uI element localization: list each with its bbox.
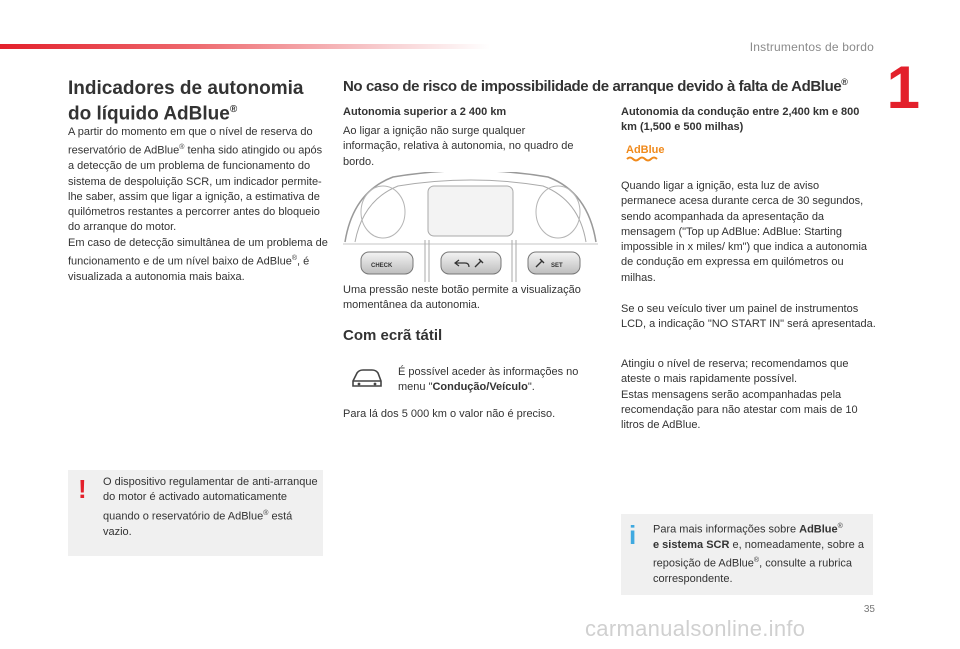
instrument-cluster-illustration	[343, 172, 598, 284]
warning-icon: !	[78, 474, 87, 504]
autonomy-over-2400-subtitle: Autonomia superior a 2 400 km	[343, 106, 507, 118]
lcd-panel-text: Se o seu veículo tiver um painel de instrumentos LCD, a indicação "NO START IN" será apresentada.	[621, 303, 876, 331]
watermark: carmanualsonline.info	[585, 616, 806, 641]
header-accent-bar	[0, 44, 490, 49]
warning-text: O dispositivo regulamentar de anti-arranque do motor é activado automaticamente quando o reservatório de AdBlue® está vazio.	[103, 476, 318, 538]
page-number: 35	[863, 604, 875, 615]
reserve-level-text: Atingiu o nível de reserva; recomendamos que ateste o mais rapidamente possível. Estas mensagens serão acompanhadas pela recomendação para não atestar com mais de 10 litros de AdBlue.	[621, 358, 858, 432]
adblue-warning-icon	[625, 142, 670, 164]
autonomy-range-subtitle: Autonomia da condução entre 2,400 km e 800 km (1,500 e 500 milhas)	[621, 106, 860, 133]
section-title: Instrumentos de bordo	[749, 40, 874, 54]
svg-text:AdBlue: AdBlue	[626, 144, 665, 156]
touchscreen-heading: Com ecrã tátil	[343, 327, 443, 344]
autonomy-over-2400-text: Ao ligar a ignição não surge qualquer informação, relativa à autonomia, no quadro de bordo.	[343, 125, 574, 168]
touchscreen-text: É possível aceder às informações no menu "Condução/Veículo".	[398, 366, 579, 394]
left-heading: Indicadores de autonomia do líquido AdBlue®	[68, 78, 304, 125]
left-body: A partir do momento em que o nível de reserva do reservatório de AdBlue® tenha sido atingido ou após a detecção de um problema de funcionamento do sistema de despoluição SCR, um indicador permite-lhe saber, assim que ligar a ignição, a estimativa de quilómetros restantes a percorrer antes do bloqueio do arranque do motor. Em caso de detecção simultânea de um problema de funcionamento e de um nível baixo de AdBlue®, é visualizada a autonomia mais baixa.	[68, 126, 328, 283]
info-text: Para mais informações sobre AdBlue® e sistema SCR e, nomeadamente, sobre a reposição de AdBlue®, consulte a rubrica correspondente.	[653, 523, 864, 586]
precision-note: Para lá dos 5 000 km o valor não é preciso.	[343, 408, 556, 420]
info-icon: i	[629, 520, 637, 550]
button-press-text: Uma pressão neste botão permite a visualização momentânea da autonomia.	[343, 284, 581, 312]
car-menu-icon	[350, 367, 384, 389]
middle-heading: No caso de risco de impossibilidade de arranque devido à falta de AdBlue®	[343, 77, 848, 95]
check-button-label: CHECK	[371, 263, 393, 269]
set-button-label: SET	[551, 263, 563, 269]
warning-light-text: Quando ligar a ignição, esta luz de aviso permanece acesa durante cerca de 30 segundos, sendo acompanhada da apresentação da mensagem ("Top up AdBlue: AdBlue: Starting impossible in x miles/ km") que indica a autonomia de condução em expressa em quilómetros ou milhas.	[621, 180, 868, 284]
chapter-number: 1	[886, 54, 920, 121]
